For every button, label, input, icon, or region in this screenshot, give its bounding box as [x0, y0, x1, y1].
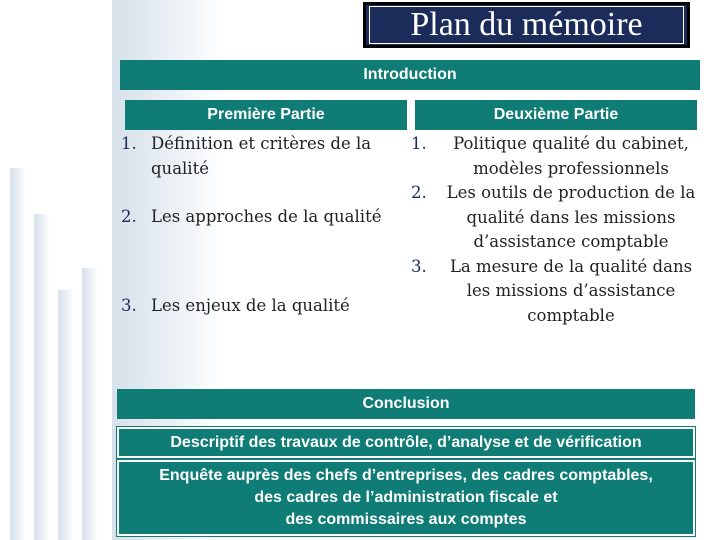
introduction-bar: Introduction [120, 60, 700, 90]
background-bar [58, 290, 74, 540]
part2-header: Deuxième Partie [415, 100, 697, 130]
background-bar [34, 214, 50, 540]
list-item [121, 132, 406, 181]
enquete-line: des commissaires aux comptes [285, 511, 527, 528]
descriptif-bar: Descriptif des travaux de contrôle, d’analyse et de vérification [117, 427, 695, 458]
list-item [121, 294, 406, 319]
part1-list [121, 132, 406, 318]
enquete-line: des cadres de l’administration fiscale et [254, 489, 558, 506]
page-title: Plan du mémoire [369, 6, 684, 44]
item-text: Les approches de la qualité [151, 207, 382, 226]
item-number: 2. [121, 207, 137, 226]
item-number: 3. [411, 256, 427, 276]
item-number: 1. [411, 134, 427, 153]
conclusion-bar: Conclusion [117, 389, 695, 419]
enquete-line: Enquête auprès des chefs d’entreprises, des cadres comptables, [159, 467, 653, 484]
list-item [411, 181, 701, 255]
list-item [411, 132, 701, 181]
item-number: 3. [121, 295, 137, 315]
enquete-bar [117, 460, 695, 536]
background-bar [82, 268, 98, 540]
part1-header: Première Partie [125, 100, 407, 130]
item-text: La mesure de la qualité dans les missions d’assistance comptable [449, 256, 693, 325]
list-item [411, 255, 701, 329]
item-text: Les outils de production de la qualité dans les missions d’assistance comptable [446, 183, 696, 251]
list-item [121, 205, 406, 230]
item-number: 2. [411, 183, 427, 202]
item-text: Politique qualité du cabinet, modèles professionnels [453, 134, 689, 178]
item-text: Les enjeux de la qualité [151, 295, 350, 315]
part2-list [411, 132, 701, 328]
item-text: Définition et critères de la qualité [151, 134, 372, 178]
item-number: 1. [121, 134, 137, 153]
title-box [363, 2, 690, 48]
background-bar [10, 168, 26, 540]
